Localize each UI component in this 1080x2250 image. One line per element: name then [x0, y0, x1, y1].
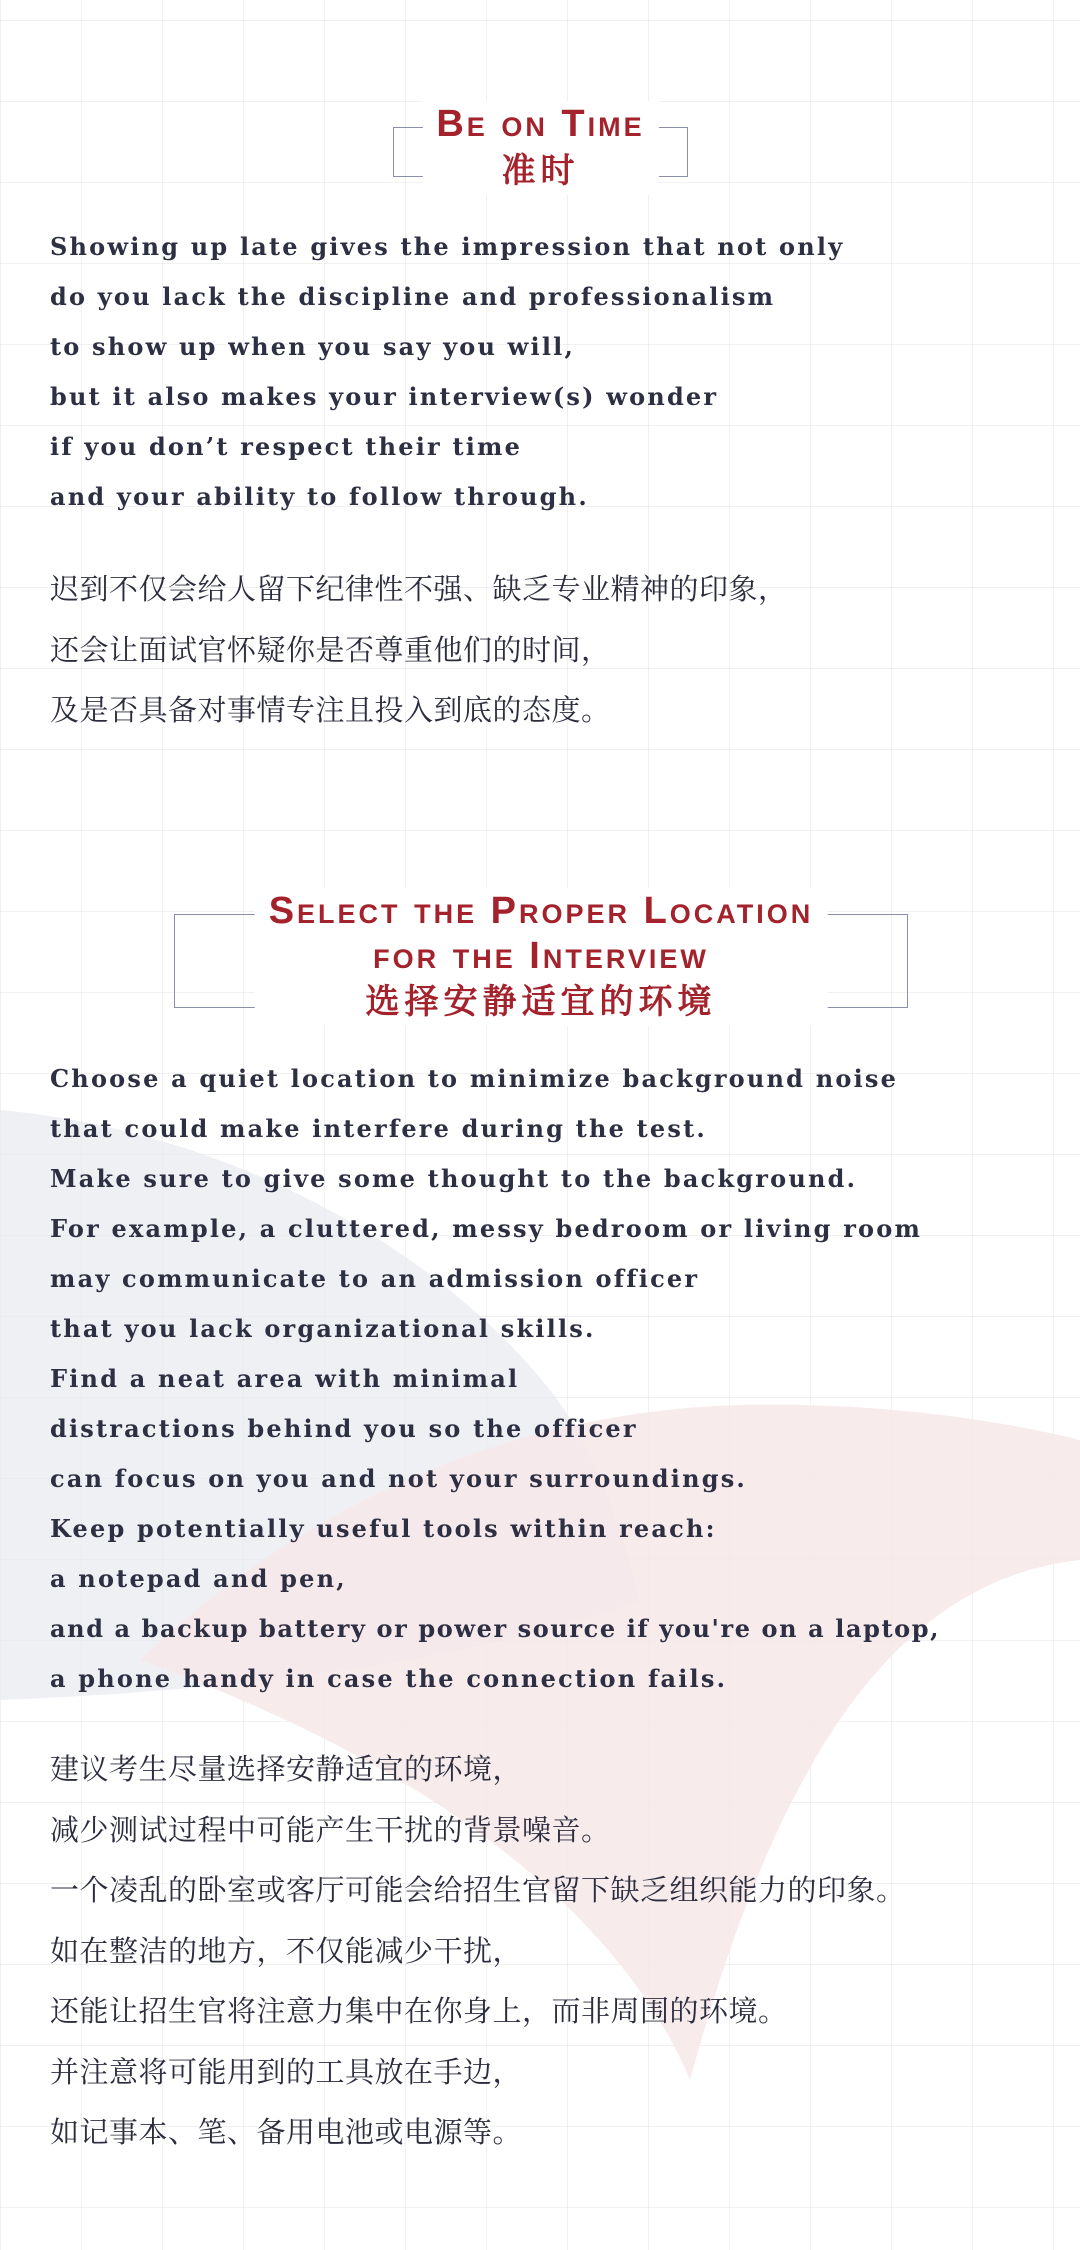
paragraph-line: can focus on you and not your surroundings.: [50, 1464, 747, 1493]
paragraph-line: and your ability to follow through.: [50, 482, 589, 511]
paragraph-line: 如记事本、笔、备用电池或电源等。: [50, 2115, 523, 2149]
paragraph-line: 还会让面试官怀疑你是否尊重他们的时间，: [50, 632, 611, 667]
paragraph-line: 还能让招生官将注意力集中在你身上，而非周围的环境。: [50, 1994, 788, 2028]
paragraph-line: 建议考生尽量选择安静适宜的环境，: [50, 1752, 523, 1786]
section-title-en-line1: Select the Proper Location: [268, 890, 814, 932]
paragraph-line: Choose a quiet location to minimize background noise: [50, 1064, 899, 1093]
paragraph-line: 迟到不仅会给人留下纪律性不强、缺乏专业精神的印象，: [50, 572, 788, 606]
paragraph-en-location: [50, 1054, 940, 1704]
section-title-zh: 准时: [501, 151, 580, 191]
paragraph-line: For example, a cluttered, messy bedroom or living room: [50, 1214, 923, 1243]
paragraph-line: but it also makes your interview(s) wonder: [50, 382, 719, 411]
paragraph-line: if you don’t respect their time: [50, 432, 523, 461]
paragraph-line: and a backup battery or power source if you're on a laptop,: [50, 1614, 941, 1643]
section-title-en-line2: for the Interview: [373, 935, 709, 977]
paragraph-line: that could make interfere during the test.: [50, 1114, 707, 1143]
paragraph-line: 及是否具备对事情专注且投入到底的态度。: [50, 693, 611, 727]
paragraph-line: 并注意将可能用到的工具放在手边，: [50, 2054, 523, 2089]
paragraph-line: Find a neat area with minimal: [50, 1364, 520, 1393]
section-title-frame-be-on-time: [393, 103, 688, 191]
paragraph-line: Make sure to give some thought to the background.: [50, 1164, 858, 1193]
paragraph-line: to show up when you say you will,: [50, 332, 576, 361]
paragraph-line: a phone handy in case the connection fails.: [50, 1664, 728, 1693]
paragraph-line: 一个凌乱的卧室或客厅可能会给招生官留下缺乏组织能力的印象。: [50, 1873, 906, 1907]
section-title-be-on-time: [422, 101, 658, 195]
section-title-en: Be on Time: [436, 103, 645, 145]
paragraph-line: Keep potentially useful tools within reach:: [50, 1514, 717, 1543]
paragraph-line: 减少测试过程中可能产生干扰的背景噪音。: [50, 1812, 611, 1847]
paragraph-line: that you lack organizational skills.: [50, 1314, 596, 1343]
paragraph-en-be-on-time: [50, 222, 844, 522]
section-title-frame-location: [174, 890, 908, 1022]
paragraph-line: distractions behind you so the officer: [50, 1414, 638, 1443]
section-title-location: [255, 888, 828, 1026]
paragraph-line: may communicate to an admission officer: [50, 1264, 700, 1293]
paragraph-line: do you lack the discipline and professionalism: [50, 282, 776, 311]
paragraph-line: 如在整洁的地方，不仅能减少干扰，: [50, 1933, 523, 1968]
paragraph-zh-be-on-time: [50, 559, 788, 741]
paragraph-zh-location: [50, 1739, 906, 2163]
paragraph-line: a notepad and pen,: [50, 1564, 347, 1593]
paragraph-line: Showing up late gives the impression that not only: [50, 232, 845, 261]
section-title-zh: 选择安静适宜的环境: [365, 982, 717, 1022]
